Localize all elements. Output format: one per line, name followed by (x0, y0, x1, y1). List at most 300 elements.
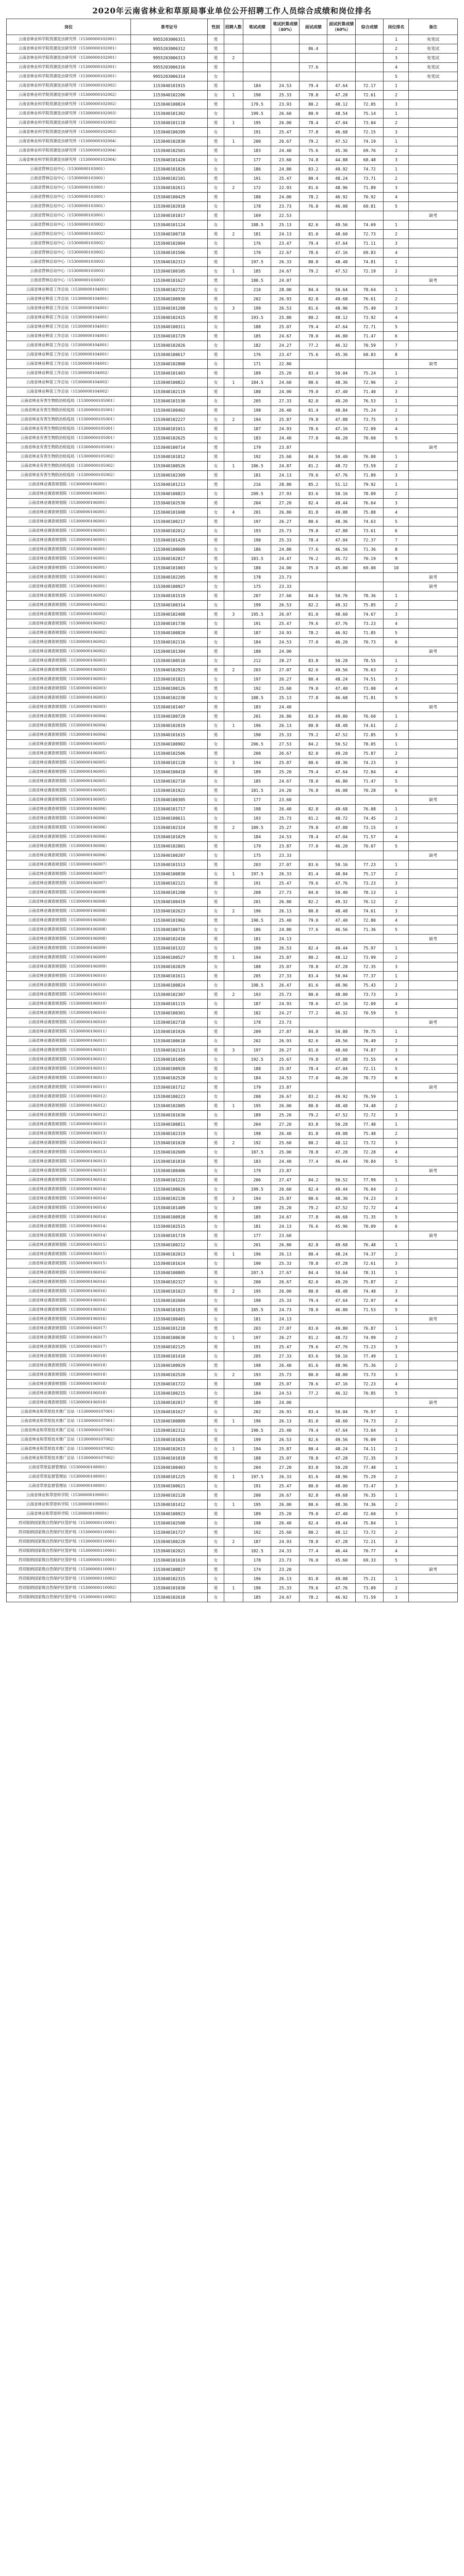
quota-cell (224, 1306, 243, 1315)
table-row (7, 387, 458, 397)
written-score-cell: 181 (243, 1315, 271, 1324)
interview-score-cell: 80.6 (299, 1194, 327, 1204)
written-score-cell: 187 (243, 1537, 271, 1547)
interview-weighted-cell: 46.92 (327, 193, 356, 202)
interview-score-cell: 84.2 (299, 740, 327, 749)
unit-cell: 云南省营林总站中心（15300000103003） (7, 258, 131, 267)
quota-cell (224, 536, 243, 545)
header-cell: 笔试成绩 (243, 19, 271, 35)
note-cell (409, 1306, 458, 1315)
interview-score-cell: 79.8 (299, 1055, 327, 1064)
quota-cell (224, 638, 243, 647)
note-cell (409, 1287, 458, 1296)
written-weighted-cell: 26.80 (271, 508, 300, 517)
total-score-cell: 74.19 (355, 137, 384, 146)
unit-cell: 云南省林业种苗工作总站（15300000104001） (7, 332, 131, 341)
ticket-number-cell: 1153040100630 (130, 1333, 207, 1343)
unit-cell: 西双版纳国家级自然保护区管护局（15300000110001） (7, 1519, 131, 1528)
written-score-cell: 188 (243, 962, 271, 972)
gender-cell: 男 (208, 35, 224, 44)
rank-cell (384, 1166, 409, 1176)
written-score-cell: 188.5 (243, 693, 271, 703)
note-cell (409, 1324, 458, 1333)
interview-score-cell: 77.0 (299, 638, 327, 647)
gender-cell: 男 (208, 1027, 224, 1037)
table-row (7, 350, 458, 360)
total-score-cell: 75.24 (355, 406, 384, 415)
written-score-cell: 185 (243, 1213, 271, 1222)
ticket-number-cell: 1153040102119 (130, 387, 207, 397)
table-row (7, 1528, 458, 1537)
table-row (7, 1519, 458, 1528)
note-cell (409, 990, 458, 999)
rank-cell: 3 (384, 100, 409, 109)
rank-cell: 4 (384, 684, 409, 693)
total-score-cell: 77.48 (355, 1463, 384, 1472)
interview-score-cell: 79.6 (299, 1343, 327, 1352)
unit-cell: 云南省林业调查规划院（15300000106013） (7, 1139, 131, 1148)
ticket-number-cell: 1153040100827 (130, 1565, 207, 1574)
unit-cell: 云南省林业调查规划院（15300000106011） (7, 1064, 131, 1074)
gender-cell: 男 (208, 517, 224, 527)
table-row (7, 564, 458, 573)
interview-score-cell: 81.2 (299, 462, 327, 471)
written-score-cell: 197 (243, 1046, 271, 1055)
interview-weighted-cell (327, 360, 356, 369)
ticket-number-cell: 1153040100611 (130, 814, 207, 823)
gender-cell: 男 (208, 248, 224, 258)
interview-weighted-cell: 48.72 (327, 462, 356, 471)
table-row (7, 545, 458, 554)
table-row (7, 601, 458, 610)
interview-weighted-cell: 47.64 (327, 323, 356, 332)
written-weighted-cell: 24.13 (271, 1222, 300, 1231)
note-cell (409, 434, 458, 443)
interview-weighted-cell: 46.44 (327, 1157, 356, 1166)
quota-cell (224, 258, 243, 267)
interview-score-cell: 81.6 (299, 981, 327, 990)
ticket-number-cell: 1153040100217 (130, 517, 207, 527)
interview-score-cell: 83.8 (299, 656, 327, 666)
note-cell (409, 508, 458, 517)
written-weighted-cell: 23.87 (271, 1166, 300, 1176)
quota-cell (224, 768, 243, 777)
written-score-cell: 209.5 (243, 489, 271, 499)
table-row (7, 647, 458, 656)
gender-cell: 女 (208, 601, 224, 610)
written-score-cell: 203 (243, 1324, 271, 1333)
total-score-cell: 71.89 (355, 183, 384, 193)
written-weighted-cell: 26.80 (271, 712, 300, 721)
gender-cell: 男 (208, 629, 224, 638)
written-weighted-cell: 27.47 (271, 1176, 300, 1185)
note-cell (409, 1241, 458, 1250)
written-weighted-cell: 24.80 (271, 925, 300, 935)
gender-cell: 男 (208, 731, 224, 740)
gender-cell: 女 (208, 508, 224, 517)
ticket-number-cell: 1153040102012 (130, 527, 207, 536)
interview-weighted-cell: 48.60 (327, 610, 356, 619)
ticket-number-cell: 1153040100510 (130, 656, 207, 666)
total-score-cell: 71.85 (355, 629, 384, 638)
note-cell (409, 944, 458, 953)
unit-cell: 云南省林业科学院资源昆虫研究所（15300000102002） (7, 91, 131, 100)
interview-weighted-cell: 48.00 (327, 1370, 356, 1380)
note-cell (409, 1296, 458, 1306)
interview-weighted-cell: 49.32 (327, 897, 356, 907)
gender-cell: 男 (208, 749, 224, 758)
gender-cell: 男 (208, 174, 224, 183)
written-score-cell: 183 (243, 1157, 271, 1166)
unit-cell: 云南省林业调查规划院（15300000106016） (7, 1315, 131, 1324)
quota-cell (224, 647, 243, 656)
note-cell (409, 1157, 458, 1166)
rank-cell: 2 (384, 230, 409, 239)
ticket-number-cell: 1153040101730 (130, 619, 207, 629)
ticket-number-cell: 1153040102307 (130, 990, 207, 999)
quota-cell (224, 1027, 243, 1037)
written-score-cell: 183 (243, 434, 271, 443)
interview-weighted-cell (327, 1083, 356, 1092)
quota-cell: 1 (224, 118, 243, 128)
unit-cell: 西双版纳国家级自然保护区管护局（15300000110001） (7, 1528, 131, 1537)
written-weighted-cell: 23.33 (271, 851, 300, 860)
note-cell (409, 870, 458, 879)
written-score-cell: 191 (243, 1343, 271, 1352)
rank-cell: 1 (384, 1027, 409, 1037)
written-score-cell: 212 (243, 656, 271, 666)
ticket-number-cell: 1153040100714 (130, 443, 207, 452)
ticket-number-cell: 1153040100621 (130, 1482, 207, 1491)
rank-cell: 3 (384, 1139, 409, 1148)
unit-cell: 云南省林业调查规划院（15300000106014） (7, 1222, 131, 1231)
ticket-number-cell: 1153040101003 (130, 564, 207, 573)
total-score-cell: 72.05 (355, 100, 384, 109)
interview-score-cell: 78.8 (299, 1259, 327, 1268)
interview-score-cell: 77.2 (299, 341, 327, 350)
gender-cell: 女 (208, 981, 224, 990)
note-cell (409, 721, 458, 731)
total-score-cell (355, 935, 384, 944)
unit-cell: 西双版纳国家级自然保护区管护局（15300000110002） (7, 1584, 131, 1593)
ticket-number-cell: 1153040102530 (130, 499, 207, 508)
interview-score-cell: 83.6 (299, 489, 327, 499)
ticket-number-cell: 1153040101627 (130, 276, 207, 285)
ticket-number-cell: 9955203006313 (130, 54, 207, 63)
table-row (7, 1287, 458, 1296)
unit-cell: 云南省林业科学院资源昆虫研究所（15300000102001） (7, 72, 131, 81)
gender-cell: 女 (208, 1296, 224, 1306)
written-weighted-cell: 28.00 (271, 285, 300, 295)
interview-score-cell: 77.8 (299, 693, 327, 703)
written-score-cell: 172 (243, 183, 271, 193)
unit-cell: 云南省林业调查规划院（15300000106001） (7, 582, 131, 591)
written-score-cell: 200 (243, 749, 271, 758)
gender-cell: 男 (208, 100, 224, 109)
ticket-number-cell: 1153040100526 (130, 462, 207, 471)
written-score-cell: 186 (243, 925, 271, 935)
note-cell (409, 1222, 458, 1231)
written-score-cell: 177 (243, 1231, 271, 1241)
note-cell: 缺考 (409, 1083, 458, 1092)
interview-weighted-cell: 49.68 (327, 1241, 356, 1250)
table-row (7, 72, 458, 81)
table-row (7, 916, 458, 925)
total-score-cell: 69.76 (355, 146, 384, 156)
quota-cell (224, 1389, 243, 1398)
total-score-cell: 75.85 (355, 601, 384, 610)
gender-cell: 男 (208, 332, 224, 341)
interview-score-cell: 82.8 (299, 1491, 327, 1500)
interview-score-cell: 79.6 (299, 619, 327, 629)
interview-weighted-cell: 47.88 (327, 527, 356, 536)
interview-score-cell: 78.0 (299, 777, 327, 786)
quota-cell (224, 146, 243, 156)
rank-cell: 3 (384, 1593, 409, 1602)
rank-cell (384, 1565, 409, 1574)
written-score-cell: 204 (243, 1463, 271, 1472)
written-weighted-cell: 23.73 (271, 202, 300, 211)
table-row (7, 258, 458, 267)
ticket-number-cell: 1153040102101 (130, 174, 207, 183)
table-row (7, 1472, 458, 1482)
note-cell (409, 1500, 458, 1510)
interview-score-cell: 80.6 (299, 758, 327, 768)
ticket-number-cell: 1153040101926 (130, 1027, 207, 1037)
written-score-cell: 191 (243, 174, 271, 183)
table-row (7, 193, 458, 202)
gender-cell: 男 (208, 1510, 224, 1519)
note-cell (409, 953, 458, 962)
gender-cell: 男 (208, 990, 224, 999)
note-cell (409, 1389, 458, 1398)
ticket-number-cell: 1153040102520 (130, 1370, 207, 1380)
ticket-number-cell: 1153040102830 (130, 137, 207, 146)
note-cell (409, 545, 458, 554)
note-cell (409, 1584, 458, 1593)
table-row (7, 833, 458, 842)
table-row (7, 267, 458, 276)
ticket-number-cell: 1153040102722 (130, 285, 207, 295)
written-score-cell: 179 (243, 1083, 271, 1092)
table-row (7, 1148, 458, 1157)
quota-cell: 1 (224, 1417, 243, 1426)
note-cell (409, 1472, 458, 1482)
quota-cell: 2 (224, 666, 243, 675)
note-cell (409, 137, 458, 146)
note-cell (409, 1380, 458, 1389)
written-weighted-cell: 25.73 (271, 527, 300, 536)
ticket-number-cell: 1153040101624 (130, 1259, 207, 1268)
written-weighted-cell: 26.60 (271, 109, 300, 118)
rank-cell: 4 (384, 1055, 409, 1064)
interview-score-cell: 79.6 (299, 471, 327, 480)
ticket-number-cell: 1153040101826 (130, 165, 207, 174)
note-cell: 缺考 (409, 647, 458, 656)
quota-cell (224, 1157, 243, 1166)
quota-cell (224, 925, 243, 935)
quota-cell (224, 897, 243, 907)
quota-cell (224, 1231, 243, 1241)
total-score-cell (355, 1018, 384, 1027)
note-cell (409, 397, 458, 406)
quota-cell: 1 (224, 378, 243, 387)
written-weighted-cell: 26.13 (271, 1417, 300, 1426)
quota-cell (224, 1129, 243, 1139)
table-row (7, 768, 458, 777)
interview-weighted-cell: 47.28 (327, 962, 356, 972)
ticket-number-cell: 1153040100406 (130, 1166, 207, 1176)
interview-weighted-cell: 50.88 (327, 1027, 356, 1037)
interview-weighted-cell: 47.52 (327, 1111, 356, 1120)
document-title: 2020年云南省林业和草原局事业单位公开招聘工作人员综合成绩和岗位排名 (92, 6, 372, 15)
interview-weighted-cell: 48.12 (327, 953, 356, 962)
gender-cell: 男 (208, 1491, 224, 1500)
rank-cell: 2 (384, 489, 409, 499)
written-score-cell: 189.5 (243, 823, 271, 833)
table-row (7, 731, 458, 740)
unit-cell: 云南省林业科学院资源昆虫研究所（15300000102004） (7, 156, 131, 165)
ticket-number-cell: 1153040101611 (130, 972, 207, 981)
note-cell (409, 128, 458, 137)
written-weighted-cell: 26.53 (271, 601, 300, 610)
ticket-number-cell: 1153040100209 (130, 128, 207, 137)
interview-score-cell: 82.6 (299, 1435, 327, 1445)
gender-cell: 男 (208, 1287, 224, 1296)
quota-cell (224, 805, 243, 814)
gender-cell: 男 (208, 54, 224, 63)
written-weighted-cell: 25.73 (271, 990, 300, 999)
interview-score-cell (299, 360, 327, 369)
gender-cell: 女 (208, 1445, 224, 1454)
ticket-number-cell: 1153040100429 (130, 193, 207, 202)
interview-weighted-cell: 49.68 (327, 295, 356, 304)
table-row (7, 1231, 458, 1241)
written-score-cell: 190 (243, 91, 271, 100)
rank-cell (384, 211, 409, 221)
interview-score-cell (299, 72, 327, 81)
table-row (7, 879, 458, 888)
written-score-cell: 190 (243, 731, 271, 740)
rank-cell (384, 1018, 409, 1027)
ticket-number-cell: 1153040100830 (130, 870, 207, 879)
total-score-cell: 75.29 (355, 1472, 384, 1482)
ticket-number-cell: 1153040101409 (130, 1204, 207, 1213)
total-score-cell (355, 703, 384, 712)
gender-cell: 男 (208, 805, 224, 814)
note-cell: 缺考 (409, 360, 458, 369)
interview-score-cell: 76.0 (299, 1556, 327, 1565)
note-cell: 缺考 (409, 1166, 458, 1176)
table-row (7, 1380, 458, 1389)
table-row (7, 1092, 458, 1101)
written-weighted-cell: 25.87 (271, 758, 300, 768)
rank-cell: 3 (384, 962, 409, 972)
unit-cell: 云南省林业调查规划院（15300000106018） (7, 1398, 131, 1408)
total-score-cell: 75.87 (355, 749, 384, 758)
note-cell (409, 323, 458, 332)
written-score-cell: 181 (243, 935, 271, 944)
gender-cell: 男 (208, 1046, 224, 1055)
note-cell: 缺考 (409, 1565, 458, 1574)
interview-weighted-cell: 49.08 (327, 508, 356, 517)
interview-weighted-cell: 47.04 (327, 833, 356, 842)
interview-weighted-cell: 48.12 (327, 100, 356, 109)
interview-weighted-cell (327, 851, 356, 860)
note-cell: 缺考 (409, 1315, 458, 1324)
interview-weighted-cell: 49.08 (327, 1574, 356, 1584)
interview-score-cell (299, 573, 327, 582)
note-cell (409, 860, 458, 870)
ticket-number-cell: 1153040101115 (130, 999, 207, 1009)
ticket-number-cell: 1153040100401 (130, 1315, 207, 1324)
ticket-number-cell: 1153040101412 (130, 1500, 207, 1510)
interview-weighted-cell: 48.12 (327, 1139, 356, 1148)
interview-score-cell: 82.4 (299, 499, 327, 508)
gender-cell: 女 (208, 1574, 224, 1584)
interview-weighted-cell: 46.20 (327, 434, 356, 443)
unit-cell: 云南省林业调查规划院（15300000106001） (7, 554, 131, 564)
interview-score-cell: 80.8 (299, 1101, 327, 1111)
interview-score-cell (299, 443, 327, 452)
ticket-number-cell: 1153040102611 (130, 183, 207, 193)
table-row (7, 1389, 458, 1398)
gender-cell: 男 (208, 443, 224, 452)
interview-score-cell: 79.6 (299, 1584, 327, 1593)
interview-weighted-cell: 49.80 (327, 1324, 356, 1333)
written-score-cell: 185 (243, 1593, 271, 1602)
gender-cell: 男 (208, 554, 224, 564)
interview-score-cell: 83.0 (299, 1324, 327, 1333)
interview-weighted-cell: 47.40 (327, 387, 356, 397)
total-score-cell: 72.09 (355, 425, 384, 434)
interview-score-cell: 83.4 (299, 972, 327, 981)
note-cell (409, 452, 458, 462)
written-weighted-cell: 26.40 (271, 1361, 300, 1370)
quota-cell (224, 731, 243, 740)
table-row (7, 1491, 458, 1500)
table-row (7, 360, 458, 369)
quota-cell (224, 703, 243, 712)
interview-score-cell: 79.2 (299, 137, 327, 146)
interview-score-cell: 78.2 (299, 629, 327, 638)
ticket-number-cell: 1153040101915 (130, 81, 207, 91)
ticket-number-cell: 1153040100928 (130, 1213, 207, 1222)
rank-cell: 4 (384, 833, 409, 842)
gender-cell: 女 (208, 851, 224, 860)
unit-cell: 云南省林业调查规划院（15300000106015） (7, 1259, 131, 1268)
gender-cell: 女 (208, 1111, 224, 1120)
written-weighted-cell: 24.00 (271, 1398, 300, 1408)
rank-cell: 3 (384, 879, 409, 888)
interview-weighted-cell: 46.56 (327, 545, 356, 554)
interview-score-cell: 80.2 (299, 1139, 327, 1148)
total-score-cell: 71.57 (355, 833, 384, 842)
written-score-cell: 199.5 (243, 1185, 271, 1194)
written-score-cell: 205 (243, 972, 271, 981)
note-cell (409, 118, 458, 128)
unit-cell: 西双版纳国家级自然保护区管护局（15300000110001） (7, 1565, 131, 1574)
interview-score-cell (299, 582, 327, 591)
table-row (7, 499, 458, 508)
rank-cell: 5 (384, 777, 409, 786)
rank-cell: 1 (384, 1092, 409, 1101)
quota-cell (224, 1009, 243, 1018)
note-cell (409, 1009, 458, 1018)
note-cell (409, 285, 458, 295)
ticket-number-cell: 1153040102227 (130, 415, 207, 425)
written-weighted-cell: 25.73 (271, 814, 300, 823)
